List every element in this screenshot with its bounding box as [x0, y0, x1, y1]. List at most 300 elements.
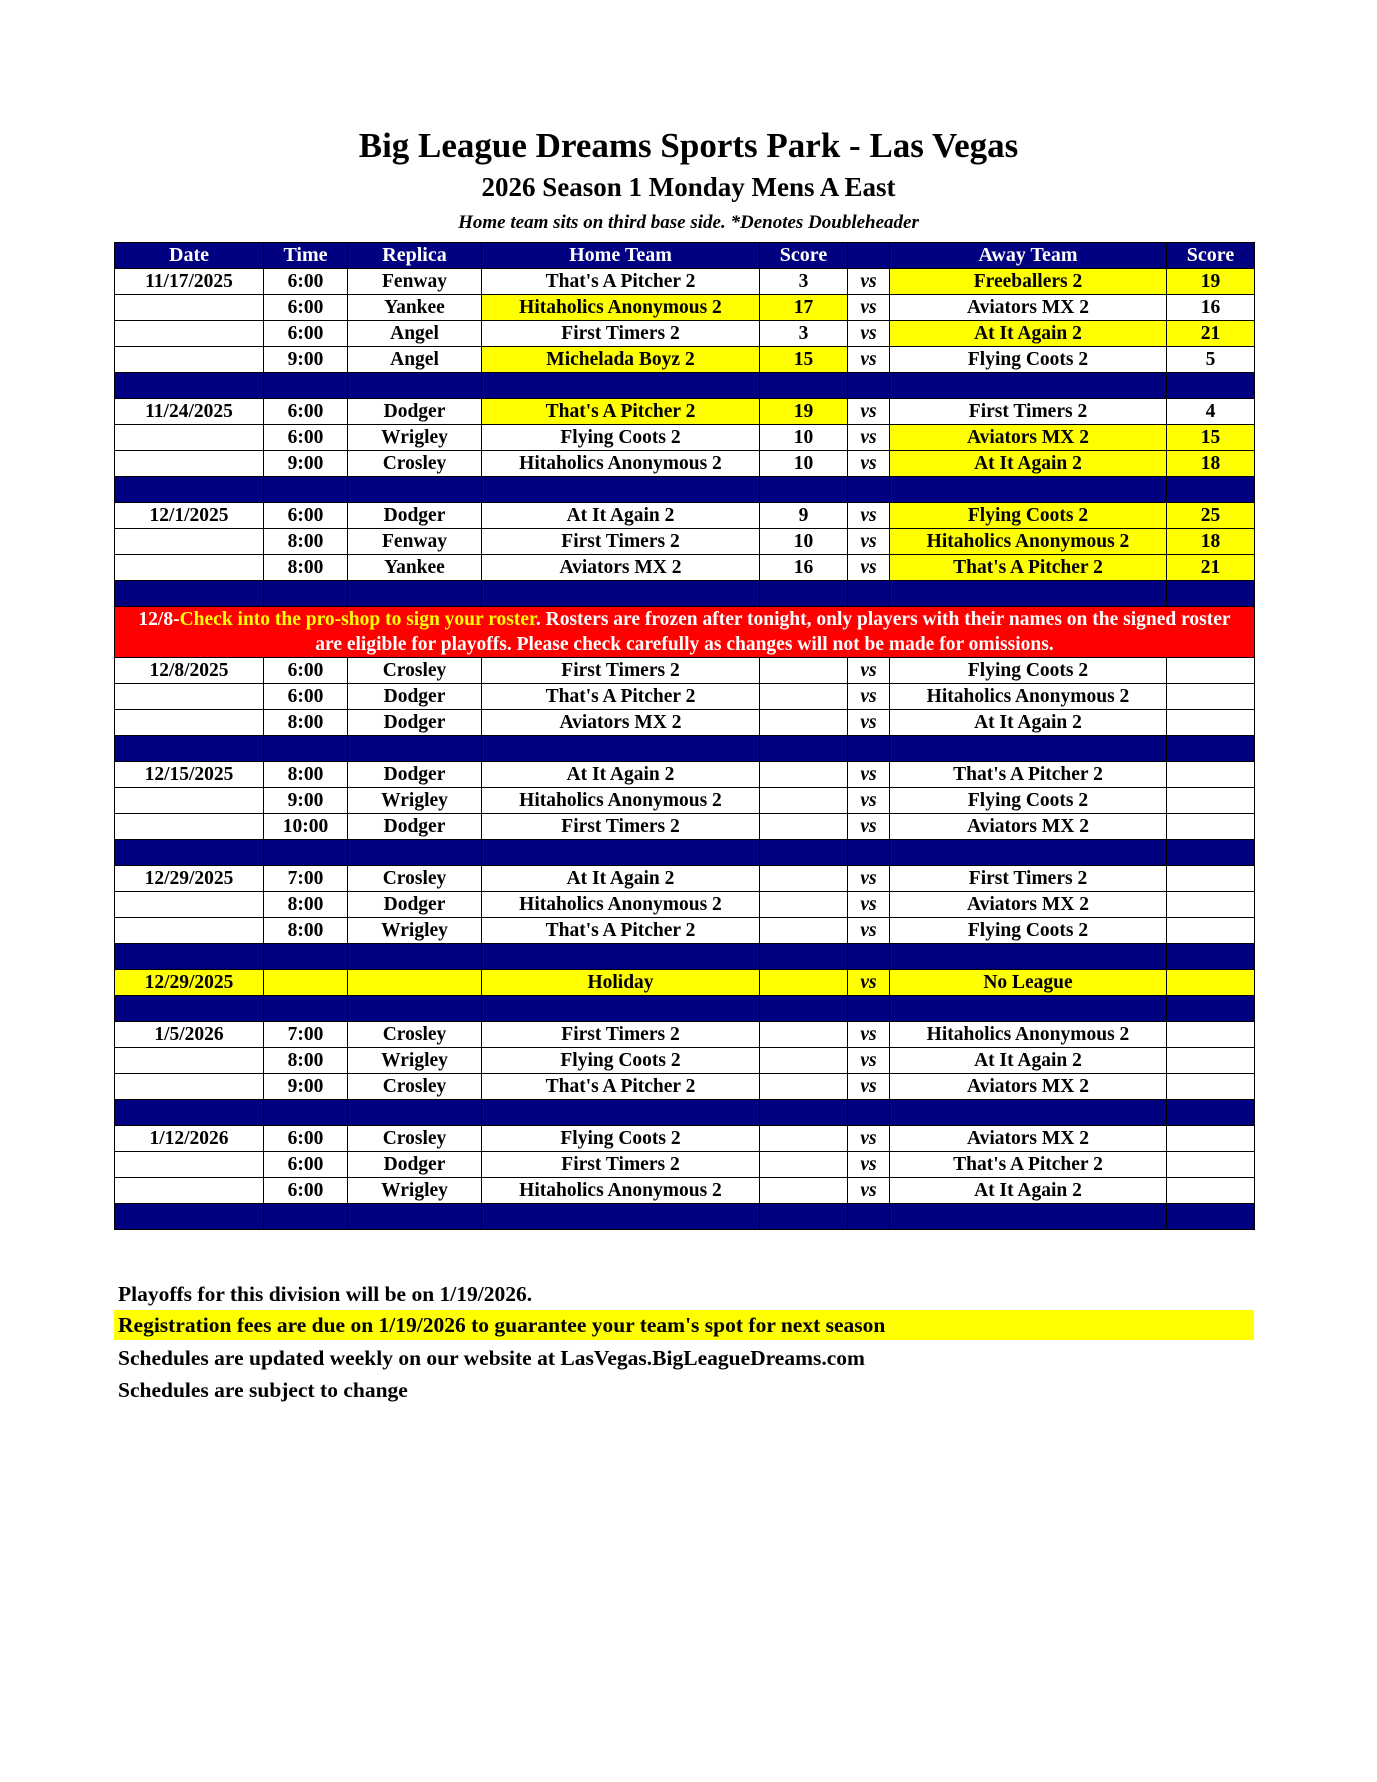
spacer-cell	[264, 1204, 348, 1230]
spacer-cell	[482, 1204, 760, 1230]
vs-cell: vs	[848, 1048, 890, 1074]
away-team-cell: Aviators MX 2	[890, 814, 1167, 840]
home-score-cell: 9	[760, 503, 848, 529]
page-subtitle: 2026 Season 1 Monday Mens A East	[481, 172, 896, 202]
home-team-cell: At It Again 2	[482, 503, 760, 529]
col-time: Time	[264, 243, 348, 269]
date-cell	[115, 684, 264, 710]
spacer-cell	[482, 1100, 760, 1126]
spacer-cell	[115, 581, 264, 607]
replica-cell: Fenway	[348, 269, 482, 295]
game-row	[115, 1126, 1255, 1152]
spacer-row	[115, 840, 1255, 866]
home-score-cell	[760, 710, 848, 736]
away-score-cell	[1167, 918, 1255, 944]
vs-cell: vs	[848, 503, 890, 529]
game-row	[115, 555, 1255, 581]
game-row	[115, 710, 1255, 736]
home-score-cell	[760, 684, 848, 710]
vs-cell: vs	[848, 788, 890, 814]
spacer-cell	[348, 944, 482, 970]
game-row	[115, 892, 1255, 918]
spacer-cell	[115, 1100, 264, 1126]
holiday-row	[115, 970, 1255, 996]
col-vs	[848, 243, 890, 269]
game-row	[115, 269, 1255, 295]
game-row	[115, 684, 1255, 710]
replica-cell: Dodger	[348, 1152, 482, 1178]
game-row	[115, 762, 1255, 788]
spacer-cell	[115, 1204, 264, 1230]
home-team-cell: First Timers 2	[482, 529, 760, 555]
vs-cell: vs	[848, 1074, 890, 1100]
away-team-cell: Aviators MX 2	[890, 1074, 1167, 1100]
spacer-cell	[1167, 736, 1255, 762]
away-team-cell: Freeballers 2	[890, 269, 1167, 295]
time-cell: 8:00	[264, 529, 348, 555]
time-cell: 6:00	[264, 1178, 348, 1204]
replica-cell: Wrigley	[348, 1178, 482, 1204]
spacer-cell	[482, 373, 760, 399]
alert-text: . Rosters are frozen after tonight, only players with their names on the signed roster are eligible for playoffs. Please check carefully as changes will not be made for omissions.	[315, 609, 1231, 655]
spacer-cell	[348, 996, 482, 1022]
game-row	[115, 451, 1255, 477]
away-score-cell	[1167, 1126, 1255, 1152]
replica-cell: Wrigley	[348, 918, 482, 944]
away-team-cell: Aviators MX 2	[890, 295, 1167, 321]
vs-cell: vs	[848, 347, 890, 373]
replica-cell: Dodger	[348, 710, 482, 736]
date-cell	[115, 1048, 264, 1074]
date-cell: 1/5/2026	[115, 1022, 264, 1048]
spacer-cell	[115, 944, 264, 970]
home-team-cell: That's A Pitcher 2	[482, 684, 760, 710]
spacer-cell	[1167, 373, 1255, 399]
away-team-cell: Aviators MX 2	[890, 892, 1167, 918]
spacer-cell	[890, 1204, 1167, 1230]
spacer-cell	[1167, 1100, 1255, 1126]
home-score-cell	[760, 970, 848, 996]
replica-cell: Crosley	[348, 451, 482, 477]
col-home-score: Score	[760, 243, 848, 269]
home-score-cell: 10	[760, 451, 848, 477]
spacer-cell	[890, 944, 1167, 970]
spacer-cell	[890, 840, 1167, 866]
spacer-cell	[848, 477, 890, 503]
time-cell: 6:00	[264, 269, 348, 295]
home-team-cell: Hitaholics Anonymous 2	[482, 1178, 760, 1204]
home-score-cell: 10	[760, 529, 848, 555]
spacer-row	[115, 477, 1255, 503]
time-cell: 6:00	[264, 295, 348, 321]
spacer-cell	[890, 477, 1167, 503]
schedule-body	[115, 269, 1255, 1230]
time-cell: 6:00	[264, 321, 348, 347]
away-team-cell: That's A Pitcher 2	[890, 555, 1167, 581]
game-row	[115, 321, 1255, 347]
away-team-cell: No League	[890, 970, 1167, 996]
away-team-cell: At It Again 2	[890, 321, 1167, 347]
vs-cell: vs	[848, 295, 890, 321]
replica-cell: Angel	[348, 321, 482, 347]
date-cell	[115, 555, 264, 581]
date-cell: 12/29/2025	[115, 866, 264, 892]
spacer-cell	[115, 996, 264, 1022]
spacer-cell	[760, 373, 848, 399]
date-cell	[115, 1074, 264, 1100]
spacer-cell	[264, 840, 348, 866]
spacer-cell	[760, 736, 848, 762]
time-cell: 6:00	[264, 684, 348, 710]
time-cell: 6:00	[264, 658, 348, 684]
home-score-cell	[760, 892, 848, 918]
replica-cell: Wrigley	[348, 425, 482, 451]
spacer-cell	[760, 1100, 848, 1126]
spacer-cell	[264, 1100, 348, 1126]
spacer-cell	[482, 944, 760, 970]
time-cell: 9:00	[264, 347, 348, 373]
replica-cell: Angel	[348, 347, 482, 373]
vs-cell: vs	[848, 425, 890, 451]
roster-alert-row	[115, 607, 1255, 658]
replica-cell: Dodger	[348, 762, 482, 788]
home-team-cell: First Timers 2	[482, 1152, 760, 1178]
away-team-cell: That's A Pitcher 2	[890, 1152, 1167, 1178]
schedule-note: Home team sits on third base side. *Denotes Doubleheader	[458, 212, 919, 233]
home-team-cell: Michelada Boyz 2	[482, 347, 760, 373]
game-row	[115, 295, 1255, 321]
game-row	[115, 814, 1255, 840]
spacer-cell	[264, 373, 348, 399]
spacer-cell	[264, 736, 348, 762]
replica-cell	[348, 970, 482, 996]
home-team-cell: Flying Coots 2	[482, 1126, 760, 1152]
date-cell	[115, 451, 264, 477]
replica-cell: Crosley	[348, 1022, 482, 1048]
spacer-cell	[482, 840, 760, 866]
away-score-cell	[1167, 1048, 1255, 1074]
spacer-cell	[760, 996, 848, 1022]
time-cell: 8:00	[264, 918, 348, 944]
home-score-cell	[760, 866, 848, 892]
home-score-cell: 3	[760, 269, 848, 295]
home-team-cell: First Timers 2	[482, 814, 760, 840]
date-cell: 11/17/2025	[115, 269, 264, 295]
vs-cell: vs	[848, 918, 890, 944]
spacer-row	[115, 581, 1255, 607]
spacer-row	[115, 736, 1255, 762]
replica-cell: Dodger	[348, 399, 482, 425]
spacer-cell	[348, 736, 482, 762]
home-team-cell: Hitaholics Anonymous 2	[482, 788, 760, 814]
home-score-cell: 3	[760, 321, 848, 347]
away-team-cell: Aviators MX 2	[890, 1126, 1167, 1152]
away-score-cell	[1167, 1074, 1255, 1100]
spacer-row	[115, 1204, 1255, 1230]
game-row	[115, 788, 1255, 814]
date-cell	[115, 529, 264, 555]
spacer-cell	[1167, 1204, 1255, 1230]
spacer-cell	[1167, 581, 1255, 607]
spacer-cell	[760, 1204, 848, 1230]
away-team-cell: At It Again 2	[890, 710, 1167, 736]
spacer-cell	[264, 581, 348, 607]
vs-cell: vs	[848, 1126, 890, 1152]
date-cell	[115, 295, 264, 321]
spacer-cell	[890, 373, 1167, 399]
away-team-cell: Flying Coots 2	[890, 658, 1167, 684]
home-score-cell: 10	[760, 425, 848, 451]
table-header-row	[115, 243, 1255, 269]
replica-cell: Crosley	[348, 658, 482, 684]
date-cell	[115, 1178, 264, 1204]
spacer-cell	[1167, 840, 1255, 866]
vs-cell: vs	[848, 269, 890, 295]
home-team-cell: First Timers 2	[482, 321, 760, 347]
game-row	[115, 1074, 1255, 1100]
spacer-row	[115, 373, 1255, 399]
home-team-cell: Holiday	[482, 970, 760, 996]
away-team-cell: Aviators MX 2	[890, 425, 1167, 451]
home-team-cell: First Timers 2	[482, 658, 760, 684]
col-away-score: Score	[1167, 243, 1255, 269]
home-score-cell	[760, 1074, 848, 1100]
away-team-cell: Hitaholics Anonymous 2	[890, 684, 1167, 710]
home-score-cell	[760, 1152, 848, 1178]
spacer-cell	[1167, 944, 1255, 970]
date-cell: 12/1/2025	[115, 503, 264, 529]
time-cell: 6:00	[264, 399, 348, 425]
date-cell	[115, 918, 264, 944]
spacer-cell	[1167, 996, 1255, 1022]
spacer-cell	[482, 581, 760, 607]
spacer-cell	[848, 840, 890, 866]
home-team-cell: Hitaholics Anonymous 2	[482, 295, 760, 321]
date-cell	[115, 347, 264, 373]
spacer-cell	[348, 1204, 482, 1230]
vs-cell: vs	[848, 684, 890, 710]
schedule-table	[114, 242, 1255, 1230]
home-team-cell: That's A Pitcher 2	[482, 1074, 760, 1100]
spacer-cell	[848, 736, 890, 762]
away-score-cell: 4	[1167, 399, 1255, 425]
away-score-cell: 19	[1167, 269, 1255, 295]
home-score-cell: 15	[760, 347, 848, 373]
home-team-cell: That's A Pitcher 2	[482, 269, 760, 295]
vs-cell: vs	[848, 321, 890, 347]
home-team-cell: Aviators MX 2	[482, 555, 760, 581]
away-score-cell	[1167, 762, 1255, 788]
spacer-cell	[264, 477, 348, 503]
date-cell: 12/29/2025	[115, 970, 264, 996]
footer-playoffs: Playoffs for this division will be on 1/19/2026.	[118, 1282, 533, 1306]
spacer-cell	[348, 840, 482, 866]
alert-highlight: Check into the pro-shop to sign your roster	[179, 609, 536, 630]
away-score-cell: 25	[1167, 503, 1255, 529]
vs-cell: vs	[848, 866, 890, 892]
spacer-cell	[848, 373, 890, 399]
home-team-cell: Hitaholics Anonymous 2	[482, 451, 760, 477]
spacer-cell	[848, 1204, 890, 1230]
spacer-cell	[348, 581, 482, 607]
away-score-cell	[1167, 892, 1255, 918]
date-cell	[115, 788, 264, 814]
game-row	[115, 347, 1255, 373]
home-score-cell	[760, 1022, 848, 1048]
spacer-cell	[348, 477, 482, 503]
away-score-cell	[1167, 710, 1255, 736]
away-score-cell	[1167, 866, 1255, 892]
spacer-cell	[264, 944, 348, 970]
spacer-cell	[890, 581, 1167, 607]
away-score-cell: 21	[1167, 321, 1255, 347]
spacer-cell	[1167, 477, 1255, 503]
away-team-cell: First Timers 2	[890, 866, 1167, 892]
home-team-cell: First Timers 2	[482, 1022, 760, 1048]
replica-cell: Dodger	[348, 684, 482, 710]
spacer-cell	[848, 1100, 890, 1126]
home-score-cell	[760, 1048, 848, 1074]
date-cell	[115, 321, 264, 347]
col-date: Date	[115, 243, 264, 269]
away-team-cell: At It Again 2	[890, 451, 1167, 477]
vs-cell: vs	[848, 970, 890, 996]
away-score-cell	[1167, 1022, 1255, 1048]
spacer-cell	[760, 840, 848, 866]
replica-cell: Yankee	[348, 295, 482, 321]
replica-cell: Dodger	[348, 814, 482, 840]
time-cell: 9:00	[264, 451, 348, 477]
time-cell: 6:00	[264, 425, 348, 451]
away-score-cell	[1167, 1178, 1255, 1204]
col-replica: Replica	[348, 243, 482, 269]
time-cell: 8:00	[264, 555, 348, 581]
away-score-cell: 5	[1167, 347, 1255, 373]
page-title: Big League Dreams Sports Park - Las Vegas	[358, 126, 1019, 165]
spacer-cell	[760, 944, 848, 970]
replica-cell: Crosley	[348, 1126, 482, 1152]
time-cell	[264, 970, 348, 996]
time-cell: 6:00	[264, 503, 348, 529]
home-team-cell: Hitaholics Anonymous 2	[482, 892, 760, 918]
date-cell: 1/12/2026	[115, 1126, 264, 1152]
away-team-cell: Flying Coots 2	[890, 918, 1167, 944]
away-score-cell: 16	[1167, 295, 1255, 321]
spacer-cell	[482, 477, 760, 503]
time-cell: 6:00	[264, 1126, 348, 1152]
vs-cell: vs	[848, 710, 890, 736]
time-cell: 6:00	[264, 1152, 348, 1178]
vs-cell: vs	[848, 762, 890, 788]
vs-cell: vs	[848, 814, 890, 840]
spacer-cell	[848, 581, 890, 607]
date-cell	[115, 1152, 264, 1178]
time-cell: 8:00	[264, 762, 348, 788]
game-row	[115, 1048, 1255, 1074]
away-score-cell: 15	[1167, 425, 1255, 451]
alert-prefix: 12/8-	[138, 609, 180, 630]
away-team-cell: Flying Coots 2	[890, 347, 1167, 373]
date-cell	[115, 892, 264, 918]
spacer-cell	[482, 736, 760, 762]
replica-cell: Dodger	[348, 503, 482, 529]
away-score-cell: 18	[1167, 451, 1255, 477]
replica-cell: Fenway	[348, 529, 482, 555]
home-team-cell: Aviators MX 2	[482, 710, 760, 736]
spacer-cell	[482, 996, 760, 1022]
away-score-cell: 18	[1167, 529, 1255, 555]
game-row	[115, 425, 1255, 451]
vs-cell: vs	[848, 451, 890, 477]
away-score-cell	[1167, 1152, 1255, 1178]
vs-cell: vs	[848, 1152, 890, 1178]
game-row	[115, 399, 1255, 425]
replica-cell: Wrigley	[348, 1048, 482, 1074]
home-team-cell: At It Again 2	[482, 762, 760, 788]
vs-cell: vs	[848, 399, 890, 425]
time-cell: 8:00	[264, 1048, 348, 1074]
date-cell: 11/24/2025	[115, 399, 264, 425]
spacer-cell	[760, 581, 848, 607]
footer-website: Schedules are updated weekly on our website at LasVegas.BigLeagueDreams.com	[118, 1346, 865, 1370]
game-row	[115, 918, 1255, 944]
game-row	[115, 658, 1255, 684]
away-team-cell: Flying Coots 2	[890, 788, 1167, 814]
date-cell: 12/8/2025	[115, 658, 264, 684]
away-team-cell: At It Again 2	[890, 1048, 1167, 1074]
spacer-cell	[760, 477, 848, 503]
away-team-cell: First Timers 2	[890, 399, 1167, 425]
date-cell	[115, 425, 264, 451]
spacer-cell	[115, 736, 264, 762]
time-cell: 9:00	[264, 1074, 348, 1100]
game-row	[115, 503, 1255, 529]
vs-cell: vs	[848, 658, 890, 684]
away-team-cell: That's A Pitcher 2	[890, 762, 1167, 788]
spacer-cell	[348, 1100, 482, 1126]
vs-cell: vs	[848, 555, 890, 581]
replica-cell: Yankee	[348, 555, 482, 581]
game-row	[115, 1022, 1255, 1048]
home-score-cell: 19	[760, 399, 848, 425]
spacer-cell	[848, 996, 890, 1022]
home-score-cell	[760, 658, 848, 684]
spacer-cell	[264, 996, 348, 1022]
away-score-cell	[1167, 970, 1255, 996]
away-team-cell: Hitaholics Anonymous 2	[890, 529, 1167, 555]
spacer-cell	[890, 736, 1167, 762]
spacer-cell	[115, 373, 264, 399]
col-away-team: Away Team	[890, 243, 1167, 269]
home-score-cell	[760, 788, 848, 814]
spacer-row	[115, 996, 1255, 1022]
time-cell: 7:00	[264, 1022, 348, 1048]
game-row	[115, 866, 1255, 892]
away-score-cell	[1167, 684, 1255, 710]
time-cell: 8:00	[264, 710, 348, 736]
home-team-cell: At It Again 2	[482, 866, 760, 892]
game-row	[115, 1152, 1255, 1178]
home-team-cell: Flying Coots 2	[482, 425, 760, 451]
time-cell: 10:00	[264, 814, 348, 840]
date-cell	[115, 814, 264, 840]
home-score-cell	[760, 918, 848, 944]
spacer-row	[115, 1100, 1255, 1126]
replica-cell: Wrigley	[348, 788, 482, 814]
footer-change: Schedules are subject to change	[118, 1378, 408, 1402]
footer-registration: Registration fees are due on 1/19/2026 to guarantee your team's spot for next season	[114, 1310, 1254, 1340]
spacer-row	[115, 944, 1255, 970]
